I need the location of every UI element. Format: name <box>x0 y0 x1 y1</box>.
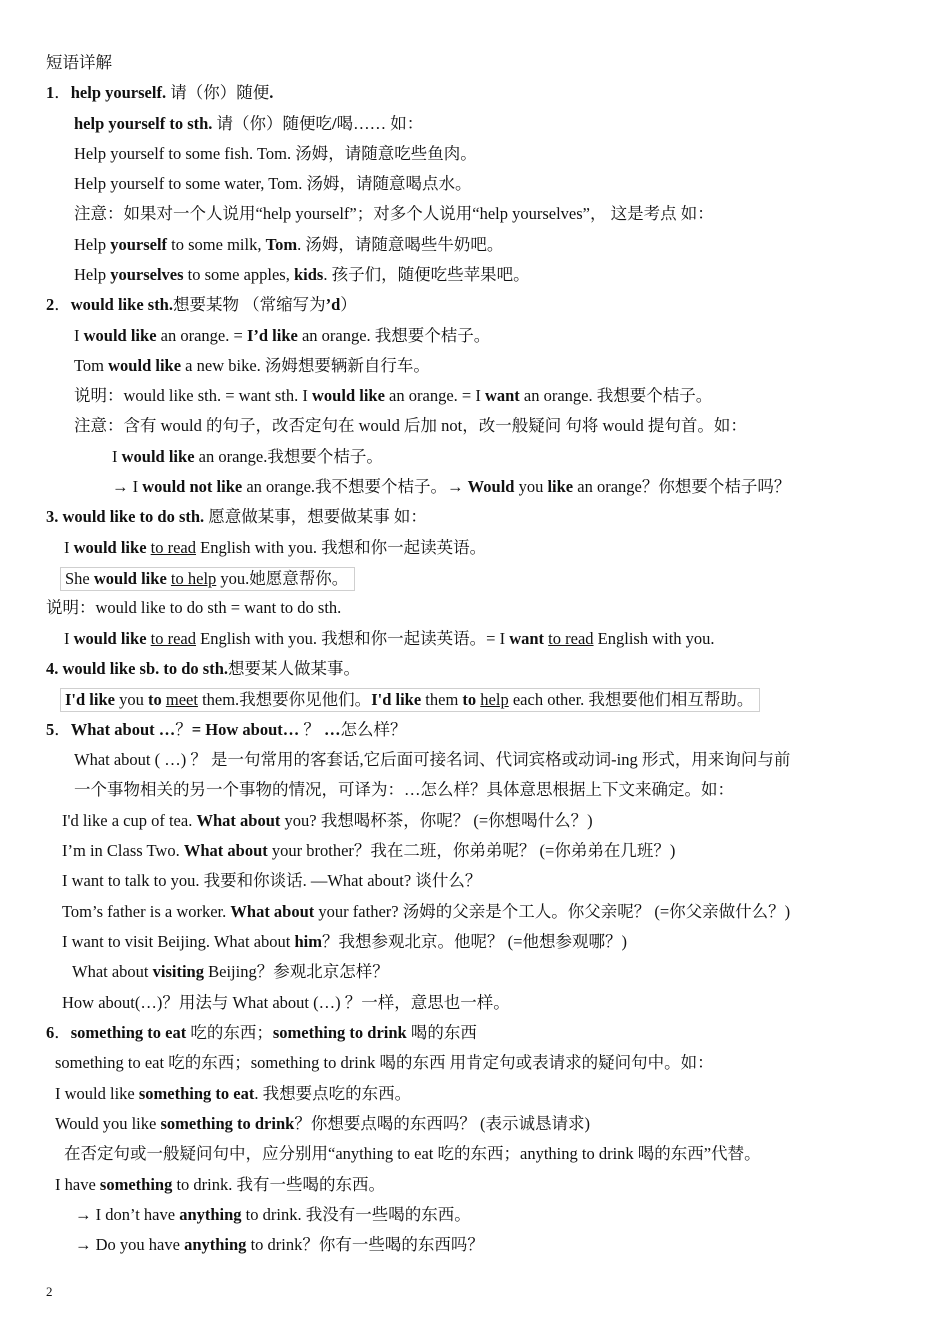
bold-text: visiting <box>152 962 204 981</box>
text-run: ． <box>54 1023 71 1042</box>
text-run: English with you. <box>593 629 715 648</box>
boxed-example-line <box>60 688 760 712</box>
bold-text: … <box>324 720 341 739</box>
text-line <box>46 658 360 680</box>
text-line <box>46 82 273 104</box>
text-run: Help <box>74 235 111 254</box>
text-run: What about <box>72 962 153 981</box>
bold-text: something <box>99 1175 173 1194</box>
text-run: to drink. 我没有一些喝的东西。 <box>241 1205 471 1224</box>
text-run: to some apples, <box>183 265 294 284</box>
text-line <box>62 992 510 1014</box>
text-run: 愿意做某事，想要做某事 如： <box>204 507 427 526</box>
underlined-text: help <box>480 690 509 709</box>
bold-text: would like <box>73 538 147 557</box>
bold-text: . <box>269 83 274 102</box>
text-run: I want to visit Beijing. What about <box>62 932 295 951</box>
text-run: 怎么样？ <box>340 720 407 739</box>
text-line <box>112 476 790 498</box>
text-run: you.她愿意帮你。 <box>216 569 349 588</box>
text-run: 喝的东西 <box>406 1023 477 1042</box>
text-run: an orange？你想要个桔子吗？ <box>573 477 791 496</box>
text-line <box>46 719 407 741</box>
text-run: What about ( …) ？ 是一句常用的客套话,它后面可接名词、代词宾格或动词-ing 形式，用来询问与前 <box>74 750 791 769</box>
text-line <box>74 415 747 437</box>
underlined-text: to read <box>150 538 197 557</box>
text-line <box>46 506 427 528</box>
bold-text: I'd like <box>65 690 115 709</box>
bold-text: 3. would like to do sth. <box>46 507 205 526</box>
text-line <box>74 779 734 801</box>
bold-text: would not like <box>142 477 243 496</box>
text-run: something to eat 吃的东西；something to drink 喝的东西 用肯定句或表请求的疑问句中。如： <box>55 1053 714 1072</box>
text-run: ） <box>340 295 357 314</box>
text-run: 短语详解 <box>46 53 112 72</box>
text-run: 说明：would like sth. = want sth. I <box>74 386 313 405</box>
text-line <box>74 385 712 407</box>
text-line <box>74 325 490 347</box>
text-run: 想要某人做某事。 <box>228 659 361 678</box>
text-line <box>62 810 593 832</box>
bold-text: Would <box>467 477 515 496</box>
bold-text: anything <box>179 1205 242 1224</box>
text-run: Help yourself to some fish. Tom. 汤姆，请随意吃些鱼肉。 <box>74 144 477 163</box>
bold-text: to <box>147 690 162 709</box>
text-line <box>74 264 530 286</box>
text-run: → Do you have <box>75 1235 185 1254</box>
text-run: I <box>112 447 122 466</box>
bold-text: What about … <box>70 720 176 739</box>
text-line <box>55 1174 385 1196</box>
bold-text: I'd like <box>371 690 422 709</box>
text-run: ？ <box>299 720 325 739</box>
bold-text: anything <box>184 1235 247 1254</box>
text-run: to some milk, <box>167 235 266 254</box>
text-run: your father? 汤姆的父亲是个工人。你父亲呢？ (=你父亲做什么？) <box>314 902 791 921</box>
text-line <box>64 1143 761 1165</box>
text-line <box>46 52 112 74</box>
text-run: Would you like <box>55 1114 161 1133</box>
text-run: you <box>514 477 548 496</box>
text-run: Help yourself to some water, Tom. 汤姆，请随意喝点水。 <box>74 174 472 193</box>
text-line <box>62 931 627 953</box>
text-run: ． <box>54 295 71 314</box>
text-line <box>75 1234 484 1256</box>
text-run: She <box>65 569 94 588</box>
text-run: I’m in Class Two. <box>62 841 184 860</box>
bold-text: want <box>509 629 545 648</box>
underlined-text: to help <box>170 569 217 588</box>
text-run: I want to talk to you. 我要和你谈话. —What about? 谈什么？ <box>62 871 482 890</box>
text-run: ？ <box>175 720 192 739</box>
bold-text: What about <box>230 902 315 921</box>
text-line <box>72 961 389 983</box>
text-run: 在否定句或一般疑问句中，应分别用“anything to eat 吃的东西；anything to drink 喝的东西”代替。 <box>64 1144 761 1163</box>
text-line <box>62 901 790 923</box>
bold-text: What about <box>183 841 268 860</box>
bold-text: = How about… <box>191 720 300 739</box>
text-line <box>55 1052 714 1074</box>
text-run: I <box>64 629 74 648</box>
bold-text: 2 <box>46 295 55 314</box>
bold-text: something to drink <box>272 1023 407 1042</box>
page-number: 2 <box>46 1284 53 1299</box>
text-line <box>74 749 790 771</box>
text-run: ？我想参观北京。他呢？ (=他想参观哪？) <box>322 932 627 951</box>
text-line <box>74 143 477 165</box>
text-run: ？你想要点喝的东西吗？ (表示诚恳请求) <box>294 1114 590 1133</box>
bold-text: would like <box>83 326 157 345</box>
text-run: I <box>74 326 84 345</box>
text-run: each other. 我想要他们相互帮助。 <box>508 690 754 709</box>
text-run: to drink. 我有一些喝的东西。 <box>172 1175 385 1194</box>
bold-text: 4. would like sb. to do sth. <box>46 659 229 678</box>
text-run: 吃的东西； <box>186 1023 273 1042</box>
text-line <box>55 1113 590 1135</box>
bold-text: would like <box>93 569 167 588</box>
text-line <box>64 628 715 650</box>
text-run: . 孩子们，随便吃些苹果吧。 <box>323 265 530 284</box>
bold-text: to <box>462 690 477 709</box>
text-run: Beijing？参观北京怎样？ <box>204 962 389 981</box>
bold-text: something to drink <box>160 1114 295 1133</box>
bold-text: something to eat <box>70 1023 187 1042</box>
text-run: 想要某物 （常缩写为 <box>173 295 326 314</box>
text-run: Tom’s father is a worker. <box>62 902 231 921</box>
text-run: ． <box>54 83 71 102</box>
text-run: I'd like a cup of tea. <box>62 811 197 830</box>
text-line <box>74 355 430 377</box>
text-line <box>75 1204 471 1226</box>
text-run: 请（你）随便吃 <box>212 114 333 133</box>
text-run: 喝…… 如： <box>336 114 424 133</box>
text-run: an orange. 我想要个桔子。 <box>519 386 713 405</box>
bold-text: I’d like <box>246 326 298 345</box>
text-line <box>62 870 481 892</box>
bold-text: 5 <box>46 720 55 739</box>
text-run: 请（你）随便 <box>166 83 270 102</box>
bold-text: help yourself. <box>70 83 167 102</box>
text-run: I would like <box>55 1084 139 1103</box>
bold-text: 1 <box>46 83 55 102</box>
text-run: . 我想要点吃的东西。 <box>254 1084 412 1103</box>
bold-text: help yourself to sth. <box>74 114 213 133</box>
text-run: them.我想要你见他们。 <box>197 690 372 709</box>
bold-text: / <box>332 114 337 133</box>
bold-text: yourself <box>110 235 168 254</box>
text-run: you <box>114 690 148 709</box>
text-run: an orange.我不想要个桔子。→ <box>242 477 468 496</box>
text-run: . 汤姆，请随意喝些牛奶吧。 <box>297 235 504 254</box>
text-run: → I <box>112 477 143 496</box>
text-run: I have <box>55 1175 100 1194</box>
underlined-text: meet <box>165 690 198 709</box>
text-run: an orange. = <box>156 326 247 345</box>
bold-text: would like <box>73 629 147 648</box>
text-line <box>74 234 503 256</box>
text-run: Help <box>74 265 111 284</box>
bold-text: would like <box>108 356 182 375</box>
bold-text: would like <box>312 386 385 405</box>
text-run: them <box>421 690 463 709</box>
bold-text: yourselves <box>110 265 184 284</box>
bold-text: would like <box>121 447 195 466</box>
text-run: an orange. 我想要个桔子。 <box>297 326 491 345</box>
text-run: ． <box>54 720 71 739</box>
boxed-example-line <box>60 567 355 591</box>
text-run: an orange. = I <box>384 386 485 405</box>
text-line <box>46 294 357 316</box>
text-line <box>64 537 486 559</box>
bold-text: him <box>294 932 323 951</box>
text-run: 注意：含有 would 的句子，改否定句在 would 后加 not，改一般疑问 句将 would 提句首。如： <box>74 416 747 435</box>
underlined-text: to read <box>150 629 197 648</box>
text-run: → I don’t have <box>75 1205 180 1224</box>
text-run: English with you. 我想和你一起读英语。= I <box>196 629 510 648</box>
text-run: a new bike. 汤姆想要辆新自行车。 <box>181 356 430 375</box>
bold-text: 6 <box>46 1023 55 1042</box>
text-run: an orange.我想要个桔子。 <box>194 447 383 466</box>
text-run: English with you. 我想和你一起读英语。 <box>196 538 487 557</box>
bold-text: ’d <box>325 295 341 314</box>
bold-text: Tom <box>265 235 298 254</box>
text-line <box>74 203 714 225</box>
text-run: I <box>64 538 74 557</box>
bold-text: something to eat <box>138 1084 255 1103</box>
text-line <box>46 597 341 619</box>
bold-text: would like sth. <box>70 295 173 314</box>
text-line <box>112 446 383 468</box>
bold-text: kids <box>293 265 324 284</box>
bold-text: want <box>484 386 520 405</box>
text-run: 注意：如果对一个人说用“help yourself”；对多个人说用“help yourselves”， 这是考点 如： <box>74 204 714 223</box>
bold-text: like <box>547 477 574 496</box>
text-run: Tom <box>74 356 109 375</box>
underlined-text: to read <box>548 629 594 648</box>
text-line <box>74 173 472 195</box>
bold-text: What about <box>196 811 281 830</box>
text-line <box>46 1022 477 1044</box>
text-run: your brother？我在二班，你弟弟呢？ (=你弟弟在几班？) <box>267 841 676 860</box>
text-line <box>55 1083 411 1105</box>
text-run: How about(…)？用法与 What about (…) ？一样，意思也一样。 <box>62 993 510 1012</box>
text-run: 说明：would like to do sth = want to do sth. <box>46 598 342 617</box>
text-run: to drink？你有一些喝的东西吗？ <box>246 1235 484 1254</box>
text-run: you? 我想喝杯茶，你呢？ (=你想喝什么？) <box>280 811 593 830</box>
text-line <box>74 113 423 135</box>
text-run: 一个事物相关的另一个事物的情况，可译为：…怎么样？具体意思根据上下文来确定。如： <box>74 780 734 799</box>
text-line <box>62 840 675 862</box>
